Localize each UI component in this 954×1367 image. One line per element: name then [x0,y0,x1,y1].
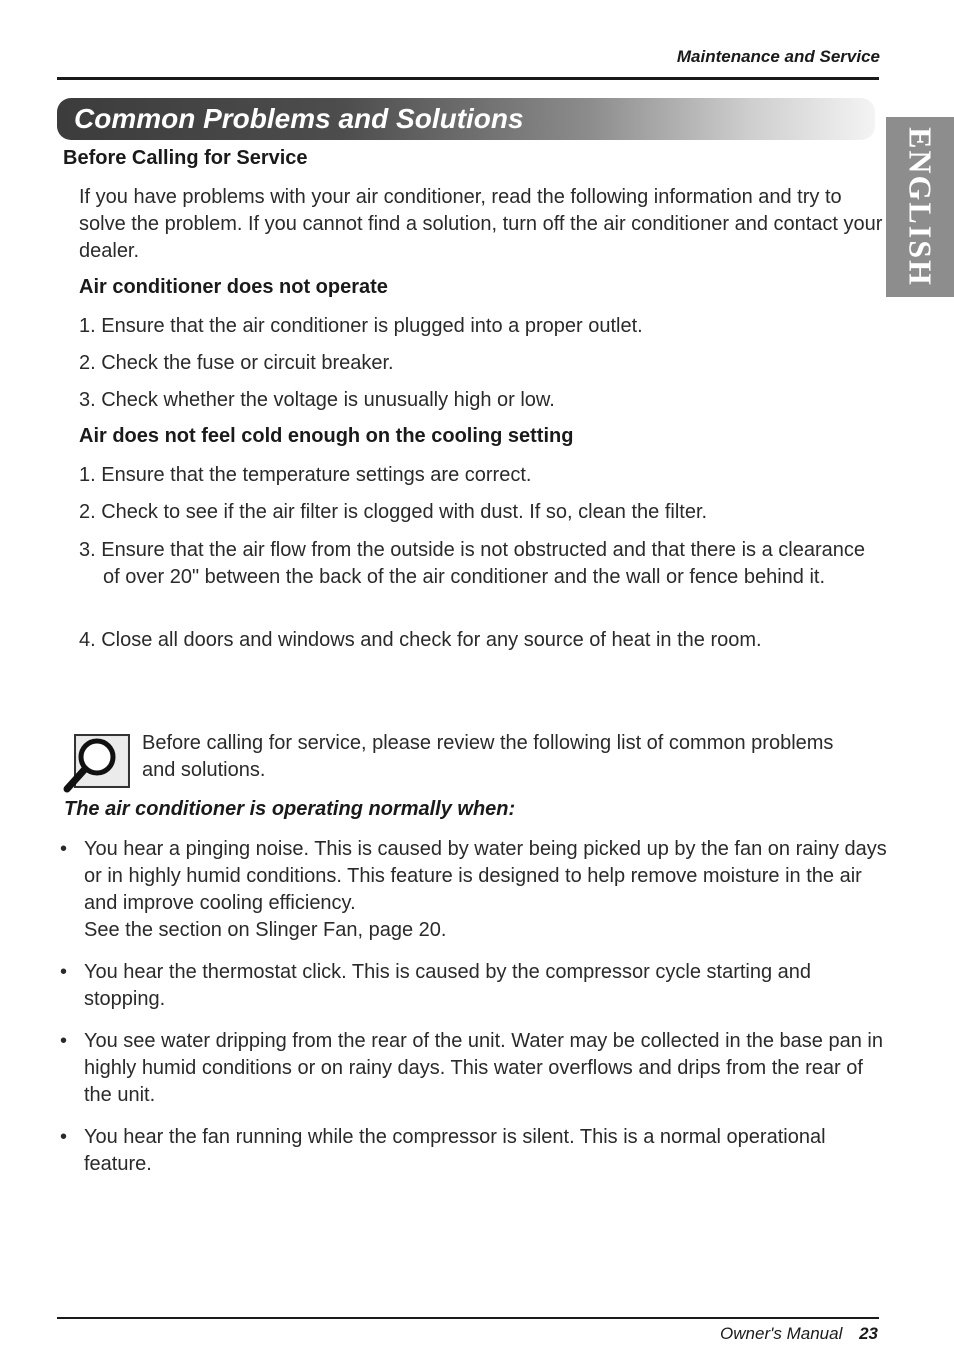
bullet-dot: • [60,1030,68,1052]
header-section-title: Maintenance and Service [676,47,880,66]
list-item: 3. Check whether the voltage is unusually high or low. [79,389,555,411]
bullet-text: You hear the fan running while the compressor is silent. This is a normal operational feature. [84,1126,826,1175]
bullet-dot: • [60,838,68,860]
list-item: 3. Ensure that the air flow from the outside is not obstructed and that there is a clearance of over 20" between the back of the air conditioner and the wall or fence behind it. [79,539,865,588]
normal-operation-heading: The air conditioner is operating normally when: [64,798,516,820]
bullet-text: You hear the thermostat click. This is caused by the compressor cycle starting and stopping. [84,961,812,1010]
list-item [60,1124,890,1178]
list-item [60,836,890,944]
top-divider [57,77,879,80]
footer [720,1324,878,1344]
bullet-text: You hear a pinging noise. This is caused by water being picked up by the fan on rainy days or in highly humid conditions. This feature is designed to help remove moisture in the air and improve cooling efficiency. [84,838,887,914]
section-banner [57,98,875,140]
list-item [60,1028,890,1109]
bullet-dot: • [60,961,68,983]
footer-label: Owner's Manual [720,1324,843,1343]
bottom-divider [57,1317,879,1319]
page-number: 23 [859,1324,878,1343]
list-item: 1. Ensure that the temperature settings are correct. [79,464,532,486]
bullet-dot: • [60,1126,68,1148]
note-text: Before calling for service, please review the following list of common problems and solutions. [142,732,834,781]
list-item: 4. Close all doors and windows and check for any source of heat in the room. [79,629,762,651]
language-tab [886,117,954,297]
before-calling-heading: Before Calling for Service [63,147,308,169]
list-item: 2. Check to see if the air filter is clogged with dust. If so, clean the filter. [79,501,708,523]
bullet-text: You see water dripping from the rear of the unit. Water may be collected in the base pan in highly humid conditions or on rainy days. This water overflows and drips from the rear of the unit. [84,1030,883,1106]
list-item [60,959,890,1013]
list-item: 2. Check the fuse or circuit breaker. [79,352,394,374]
intro-paragraph: If you have problems with your air conditioner, read the following information and try to solve the problem. If you cannot find a solution, turn off the air conditioner and contact your dealer. [79,186,883,262]
list-item: 1. Ensure that the air conditioner is plugged into a proper outlet. [79,315,643,337]
language-tab-label: ENGLISH [902,127,939,287]
not-cold-heading: Air does not feel cold enough on the cooling setting [79,425,574,447]
bullet-extra: See the section on Slinger Fan, page 20. [84,919,447,941]
banner-title: Common Problems and Solutions [74,103,524,134]
magnifier-icon [63,733,131,793]
not-operate-heading: Air conditioner does not operate [79,276,388,298]
